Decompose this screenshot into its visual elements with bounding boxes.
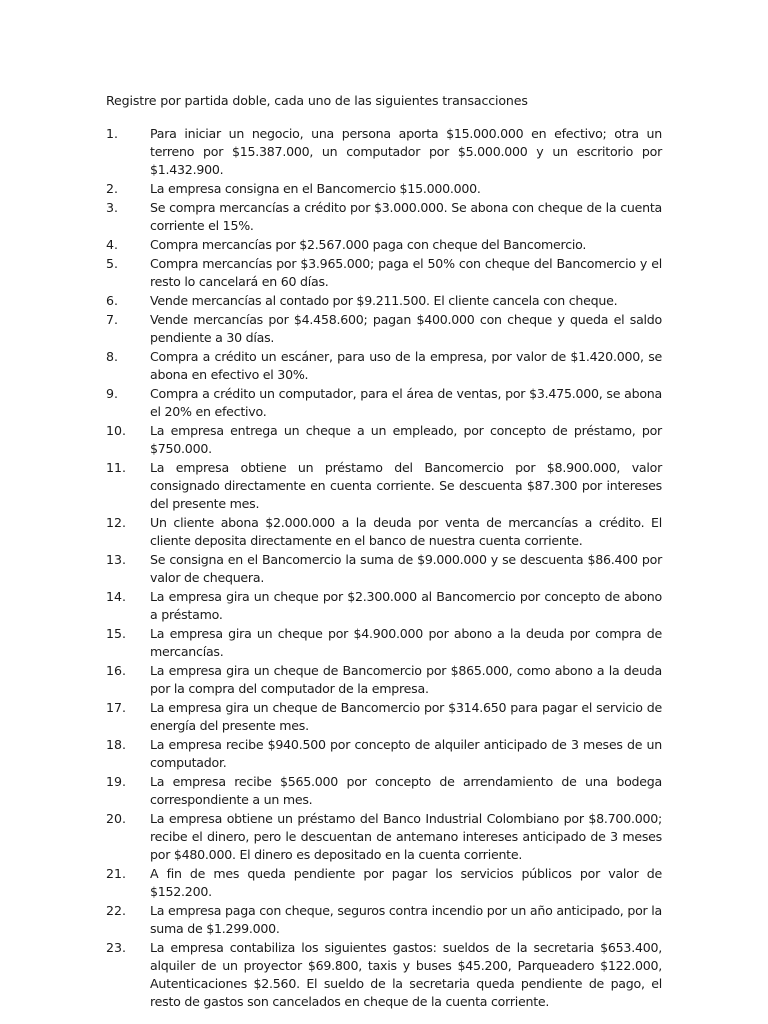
- item-number: 16.: [106, 663, 127, 678]
- item-text: Se consigna en el Bancomercio la suma de $9.000.000 y se descuenta $86.400 por valor de chequera.: [150, 552, 662, 585]
- item-text: La empresa entrega un cheque a un empleado, por concepto de préstamo, por $750.000.: [150, 423, 662, 456]
- item-number: 21.: [106, 866, 127, 881]
- transaction-item: [106, 255, 662, 291]
- item-number: 11.: [106, 460, 127, 475]
- item-number: 6.: [106, 293, 119, 308]
- transaction-list: [106, 125, 662, 1012]
- item-text: Compra a crédito un escáner, para uso de la empresa, por valor de $1.420.000, se abona en efectivo el 30%.: [150, 349, 662, 382]
- item-text: Compra mercancías por $3.965.000; paga el 50% con cheque del Bancomercio y el resto lo cancelará en 60 días.: [150, 256, 662, 289]
- transaction-item: [106, 699, 662, 735]
- item-number: 7.: [106, 312, 119, 327]
- transaction-item: [106, 348, 662, 384]
- item-text: Un cliente abona $2.000.000 a la deuda por venta de mercancías a crédito. El cliente deposita directamente en el banco de nuestra cuenta corriente.: [150, 515, 662, 548]
- item-number: 3.: [106, 200, 119, 215]
- transaction-item: [106, 514, 662, 550]
- transaction-item: [106, 625, 662, 661]
- transaction-item: [106, 311, 662, 347]
- item-number: 10.: [106, 423, 127, 438]
- item-number: 12.: [106, 515, 127, 530]
- transaction-item: [106, 385, 662, 421]
- item-text: La empresa contabiliza los siguientes gastos: sueldos de la secretaria $653.400, alquiler de un proyector $69.800, taxis y buses $45.200, Parqueadero $122.000, Autenticaciones $2.560. El sueldo de la secretaria queda pendiente de pago, el resto de gastos son cancelados en cheque de la cuenta corriente.: [150, 940, 662, 1009]
- transaction-item: [106, 125, 662, 179]
- item-number: 20.: [106, 811, 127, 826]
- transaction-item: [106, 773, 662, 809]
- item-text: La empresa gira un cheque por $2.300.000 al Bancomercio por concepto de abono a préstamo.: [150, 589, 662, 622]
- item-text: A fin de mes queda pendiente por pagar los servicios públicos por valor de $152.200.: [150, 866, 662, 899]
- transaction-item: [106, 662, 662, 698]
- item-text: La empresa recibe $565.000 por concepto de arrendamiento de una bodega correspondiente a un mes.: [150, 774, 662, 807]
- item-number: 23.: [106, 940, 127, 955]
- transaction-item: [106, 588, 662, 624]
- item-number: 22.: [106, 903, 127, 918]
- item-number: 1.: [106, 126, 119, 141]
- item-text: Compra a crédito un computador, para el área de ventas, por $3.475.000, se abona el 20% en efectivo.: [150, 386, 662, 419]
- item-number: 4.: [106, 237, 119, 252]
- transaction-item: [106, 810, 662, 864]
- transaction-item: [106, 939, 662, 1011]
- item-text: La empresa consigna en el Bancomercio $15.000.000.: [150, 181, 481, 196]
- item-text: La empresa obtiene un préstamo del Banco Industrial Colombiano por $8.700.000; recibe el dinero, pero le descuentan de antemano intereses anticipado de 3 meses por $480.000. El dinero es depositado en la cuenta corriente.: [150, 811, 662, 862]
- transaction-item: [106, 865, 662, 901]
- transaction-item: [106, 236, 662, 254]
- item-text: La empresa gira un cheque por $4.900.000 por abono a la deuda por compra de mercancías.: [150, 626, 662, 659]
- item-number: 5.: [106, 256, 119, 271]
- item-number: 13.: [106, 552, 127, 567]
- item-text: Vende mercancías por $4.458.600; pagan $400.000 con cheque y queda el saldo pendiente a 30 días.: [150, 312, 662, 345]
- item-number: 2.: [106, 181, 119, 196]
- transaction-item: [106, 459, 662, 513]
- item-text: La empresa obtiene un préstamo del Bancomercio por $8.900.000, valor consignado directamente en cuenta corriente. Se descuenta $87.300 por intereses del presente mes.: [150, 460, 662, 511]
- item-number: 8.: [106, 349, 119, 364]
- transaction-item: [106, 422, 662, 458]
- item-text: La empresa recibe $940.500 por concepto de alquiler anticipado de 3 meses de un computador.: [150, 737, 662, 770]
- item-number: 18.: [106, 737, 127, 752]
- item-text: Compra mercancías por $2.567.000 paga con cheque del Bancomercio.: [150, 237, 587, 252]
- transaction-item: [106, 180, 662, 198]
- item-text: Vende mercancías al contado por $9.211.500. El cliente cancela con cheque.: [150, 293, 618, 308]
- transaction-item: [106, 551, 662, 587]
- item-text: La empresa gira un cheque de Bancomercio por $314.650 para pagar el servicio de energía del presente mes.: [150, 700, 662, 733]
- transaction-item: [106, 199, 662, 235]
- item-number: 14.: [106, 589, 127, 604]
- item-text: Para iniciar un negocio, una persona aporta $15.000.000 en efectivo; otra un terreno por $15.387.000, un computador por $5.000.000 y un escritorio por $1.432.900.: [150, 126, 662, 177]
- item-number: 15.: [106, 626, 127, 641]
- item-text: La empresa paga con cheque, seguros contra incendio por un año anticipado, por la suma de $1.299.000.: [150, 903, 662, 936]
- transaction-item: [106, 902, 662, 938]
- item-number: 17.: [106, 700, 127, 715]
- transaction-item: [106, 736, 662, 772]
- transaction-item: [106, 292, 662, 310]
- document-intro: Registre por partida doble, cada uno de las siguientes transacciones: [106, 93, 528, 108]
- item-number: 9.: [106, 386, 119, 401]
- item-text: Se compra mercancías a crédito por $3.000.000. Se abona con cheque de la cuenta corriente el 15%.: [150, 200, 662, 233]
- item-text: La empresa gira un cheque de Bancomercio por $865.000, como abono a la deuda por la compra del computador de la empresa.: [150, 663, 662, 696]
- item-number: 19.: [106, 774, 127, 789]
